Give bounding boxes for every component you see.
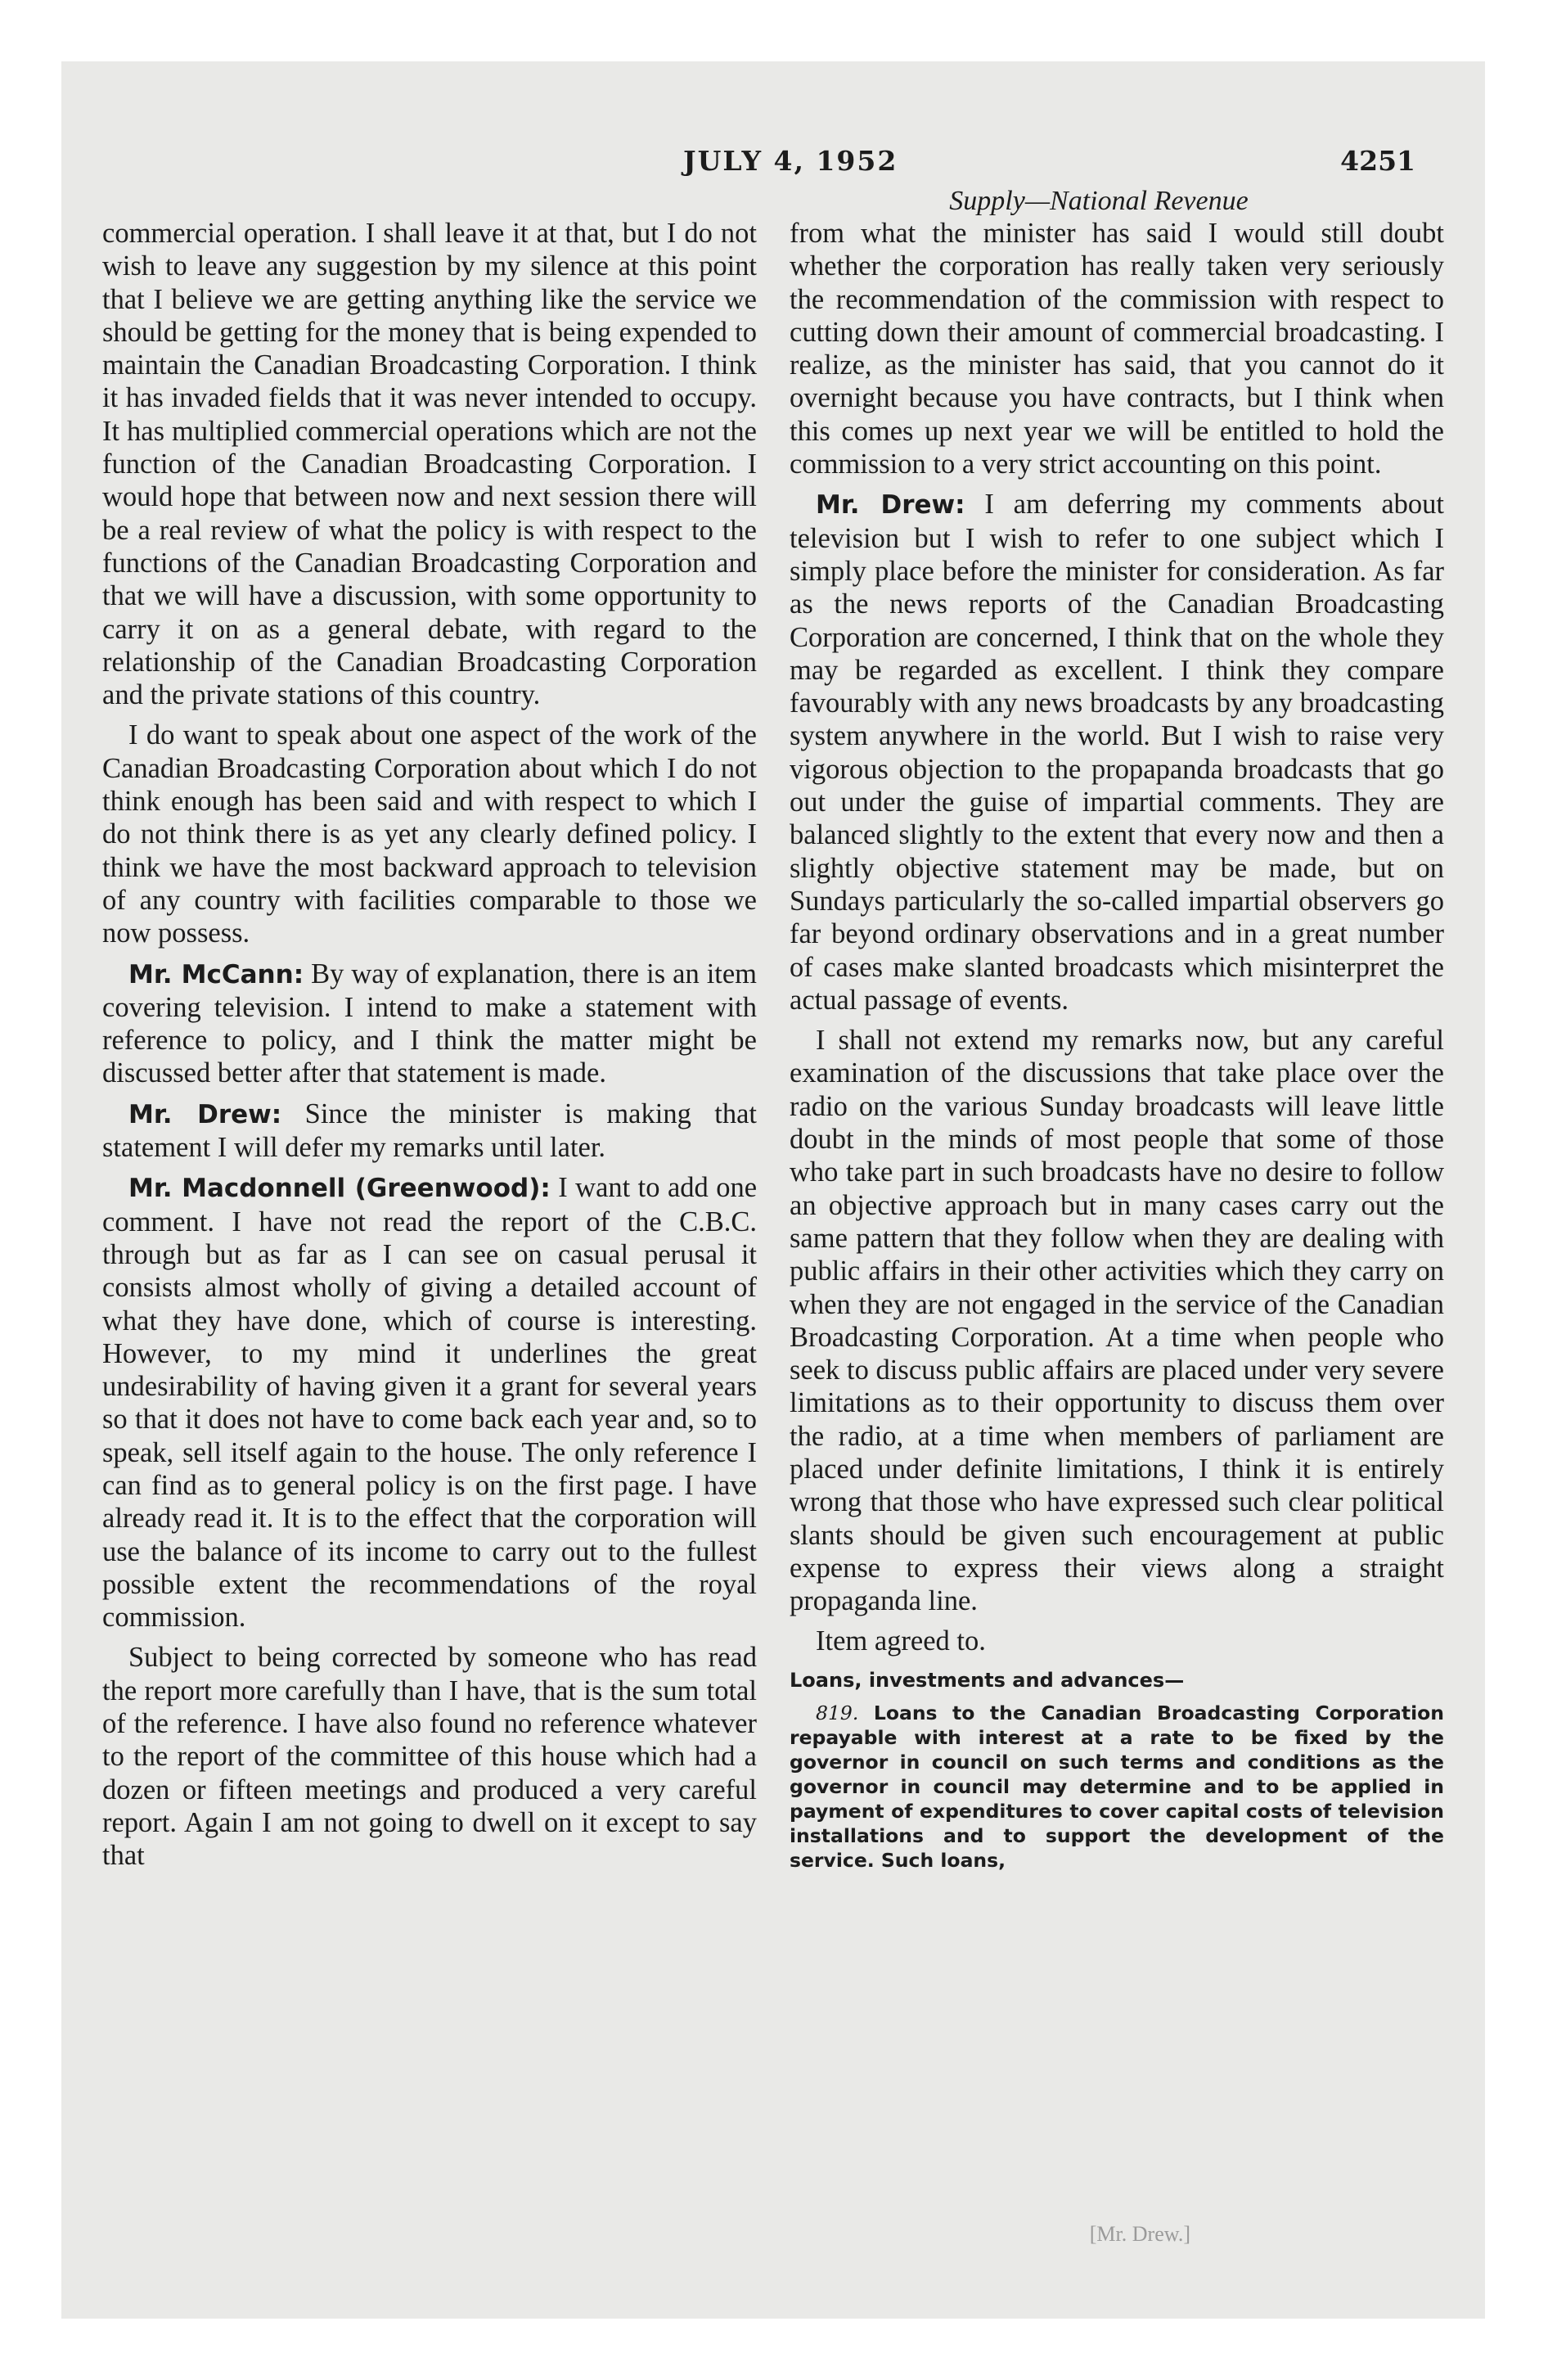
speaker-name: Mr. McCann: [128,959,304,989]
item-text [790,1701,1444,1873]
header-date: JULY 4, 1952 [683,145,898,177]
paragraph: Item agreed to. [816,1625,986,1657]
paragraph: I shall not extend my remarks now, but any careful examination of the discussions that take place over the radio on the various Sunday broadcasts will leave little doubt in the minds of most people that some of those who take part in such broadcasts have no desire to follow an objective approach but in many cases carry out the same pattern that they follow when they are dealing with public affairs in their other activities which they carry on when they are not engaged in the service of the Canadian Broadcasting Corporation. At a time when people who seek to discuss public affairs are placed under very severe limitations as to their opportunity to discuss them over the radio, at a time when members of parliament are placed under definite limitations, I think it is entirely wrong that those who have expressed such clear political slants should be given such encouragement at public expense to express their views along a straight propaganda line. [790,1025,1444,1617]
speech-paragraph [102,958,757,1090]
speech-paragraph [102,1171,757,1634]
speaker-name: Mr. Drew: [816,490,965,521]
running-head: Supply—National Revenue [949,186,1249,216]
left-column [102,217,757,1880]
paragraph: from what the minister has said I would still doubt whether the corporation has really taken very seriously the recommendation of the commission with respect to cutting down their amount of commercial broadcasting. I realize, as the minister has said, that you cannot do it overnight because you have contracts, but I think when this comes up next year we will be entitled to hold the commission to a very strict accounting on this point. [790,218,1444,480]
paragraph: Subject to being corrected by someone who has read the report more carefully than I have, that is the sum total of the reference. I have also found no reference whatever to the report of the committee of this house which had a dozen or fifteen meetings and produced a very careful report. Again I am not going to dwell on it except to say that [102,1642,757,1872]
section-heading: Loans, investments and advances— [790,1668,1185,1692]
speaker-footer-mark: [Mr. Drew.] [1089,2222,1190,2246]
speech-text: By way of explanation, there is an item covering television. I intend to make a statement with reference to policy, and I think the matter might be discussed better after that statement is made. [102,958,758,1089]
speaker-name: Mr. Drew: [128,1099,282,1129]
paragraph: I do want to speak about one aspect of the work of the Canadian Broadcasting Corporation about which I do not think enough has been said and with respect to which I do not think there is as yet any clearly defined policy. I think we have the most backward approach to television of any country with facilities comparable to those we now possess. [102,719,757,949]
speech-paragraph [102,1098,757,1165]
paragraph: commercial operation. I shall leave it at that, but I do not wish to leave any suggestion by my silence at this point that I believe we are getting anything like the service we should be getting for the money that is being expended to maintain the Canadian Broadcasting Corporation. I think it has invaded fields that it was never intended to occupy. It has multiplied commercial operations which are not the function of the Canadian Broadcasting Corporation. I would hope that between now and next session there will be a real review of what the policy is with respect to the functions of the Canadian Broadcasting Corporation and that we will have a discussion, with some opportunity to carry it on as a general debate, with regard to the relationship of the Canadian Broadcasting Corporation and the private stations of this country. [102,218,757,711]
speech-text: I am deferring my comments about television but I wish to refer to one subject which I simply place before the minister for consideration. As far as the news reports of the Canadian Broadcasting Corporation are concerned, I think that on the whole they may be regarded as excellent. I think they compare favourably with any news broadcasts by any broadcasting system anywhere in the world. But I wish to raise very vigorous objection to the propapanda broadcasts that go out under the guise of impartial comments. They are balanced slightly to the extent that every now and then a slightly objective statement may be made, but on Sundays particularly the so-called impartial observers go far beyond ordinary observations and in a great number of cases make slanted broadcasts which misinterpret the actual passage of events. [790,489,1445,1016]
item-description: Loans to the Canadian Broadcasting Corporation repayable with interest at a rate to be fixed by the governor in council on such terms and conditions as the governor in council may determine and to be applied in payment of expenditures to cover capital costs of television installations and to support the development of the service. Such loans, [790,1701,1444,1872]
speaker-name: Mr. Macdonnell (Greenwood): [128,1174,551,1204]
speech-paragraph [790,488,1444,1016]
speech-text: I want to add one comment. I have not read the report of the C.B.C. through but as far as I can see on casual perusal it consists almost wholly of giving a detailed account of what they have done, which of course is interesting. However, to my mind it underlines the great undesirability of having given it a grant for several years so that it does not have to come back each year and, so to speak, sell itself again to the house. The only reference I can find as to general policy is on the first page. I have already read it. It is to the effect that the corporation will use the balance of its income to carry out to the fullest possible extent the recommendations of the royal commission. [102,1172,758,1634]
page-sheet [61,61,1485,2319]
right-column [790,217,1444,1873]
page-number: 4251 [1340,145,1415,177]
speech-text: Since the minister is making that statement I will defer my remarks until later. [102,1098,758,1164]
item-number: 819. [816,1701,859,1724]
